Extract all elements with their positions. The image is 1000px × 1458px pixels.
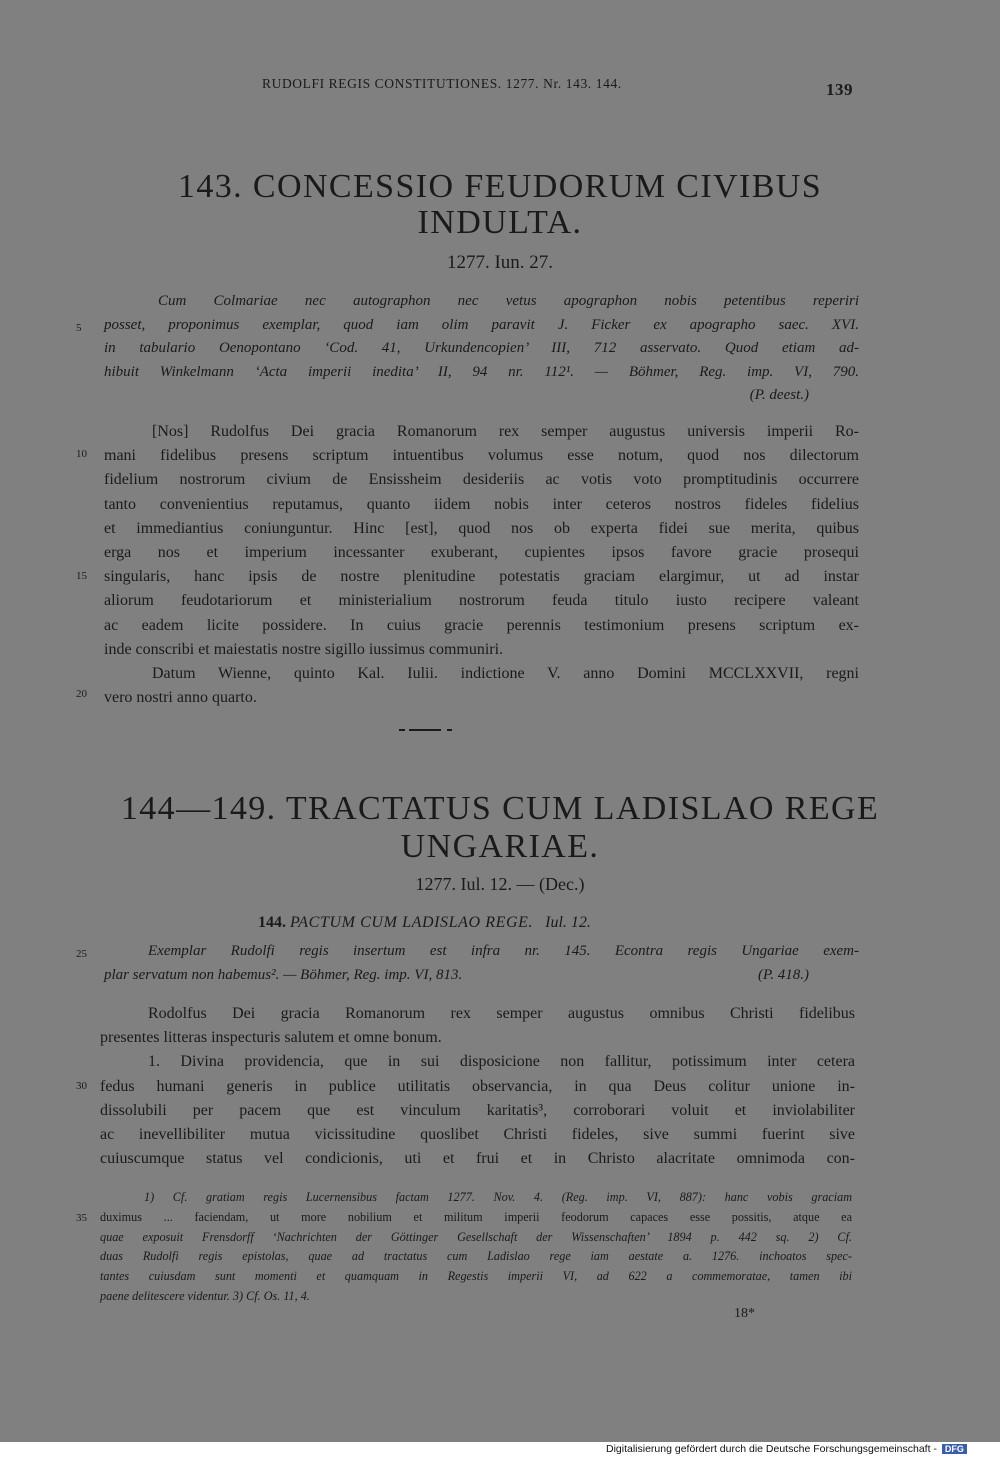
doc143-title-line1: 143. CONCESSIO FEUDORUM CIVIBUS bbox=[177, 168, 823, 205]
text-line: [Nos] Rudolfus Dei gracia Romanorum rex semper augustus universis imperii Ro- bbox=[152, 423, 859, 440]
text-line: tanto convenientius reputamus, quanto iidem nobis inter ceteros nostros fideles fidelius bbox=[104, 495, 859, 513]
text-line: mani fidelibus presens scriptum intuentibus volumus esse notum, quod nos dilectorum bbox=[104, 447, 859, 465]
doc143-title-line2: INDULTA. bbox=[417, 204, 583, 241]
doc143-intro bbox=[104, 290, 859, 408]
running-title: RUDOLFI REGIS CONSTITUTIONES. 1277. Nr. 143. 144. bbox=[262, 76, 622, 91]
text-line: ac eadem licite possidere. In cuius gracie perennis testimonium presens scriptum ex- bbox=[104, 616, 859, 634]
intro-line: hibuit Winkelmann ‘Acta imperii inedita’ II, 94 nr. 112¹. — Böhmer, Reg. imp. VI, 790. bbox=[104, 363, 859, 380]
footnotes bbox=[100, 1188, 852, 1307]
intro-line: Exemplar Rudolfi regis insertum est infra nr. 145. Econtra regis Ungariae exem- bbox=[148, 943, 859, 959]
intro-line: in tabulario Oenopontano ‘Cod. 41, Urkundencopien’ III, 712 asservato. Quod etiam ad- bbox=[104, 340, 859, 356]
footnote-line: duximus ... faciendam, ut more nobilium et militum imperii feodorum capaces esse possitis, atque ea bbox=[100, 1209, 852, 1224]
text-line: vero nostri anno quarto. bbox=[104, 689, 257, 707]
credit-text: Digitalisierung gefördert durch die Deutsche Forschungsgemeinschaft - bbox=[606, 1443, 937, 1455]
sub-date: Iul. 12. bbox=[545, 914, 591, 931]
doc144-date: 1277. Iul. 12. — (Dec.) bbox=[415, 874, 585, 894]
doc144-subheading bbox=[258, 914, 591, 932]
dfg-logo: DFG bbox=[942, 1444, 967, 1454]
text-line: ac inevellibiliter mutua vicissitudine quoslibet Christi fideles, sive summi fuerint sive bbox=[100, 1126, 855, 1144]
footnote-line: paene delitescere videntur. 3) Cf. Os. 11, 4. bbox=[100, 1288, 310, 1303]
footnote-line: tantes cuiusdam sunt momenti et quamquam in Regestis imperii VI, ad 622 a commemoratae, tamen ibi bbox=[100, 1269, 852, 1284]
text-line: Rodolfus Dei gracia Romanorum rex semper augustus omnibus Christi fidelibus bbox=[148, 1005, 855, 1022]
intro-line bbox=[104, 964, 859, 988]
section-separator bbox=[399, 724, 459, 734]
doc144-text bbox=[100, 1002, 855, 1171]
text-line: inde conscribi et maiestatis nostre sigillo iussimus communiri. bbox=[104, 640, 504, 658]
text-line: fidelium nostrorum civium de Ensissheim desideriis ac votis voto promptitudinis occurrere bbox=[104, 471, 859, 489]
source-siglum: (P. 418.) bbox=[758, 966, 809, 983]
intro-line-text: plar servatum non habemus². — Böhmer, Reg. imp. VI, 813. bbox=[104, 966, 463, 983]
sub-title: PACTUM CUM LADISLAO REGE. bbox=[290, 914, 534, 931]
text-line: erga nos et imperium incessanter exuberant, cupientes ipsos favore gracie prosequi bbox=[104, 544, 859, 562]
text-line: 1. Divina providencia, que in sui disposicione non fallitur, potissimum inter cetera bbox=[148, 1053, 855, 1071]
footnote-line: 1) Cf. gratiam regis Lucernensibus factam 1277. Nov. 4. (Reg. imp. VI, 887): hanc vobis graciam bbox=[144, 1190, 852, 1204]
line-number: 35 bbox=[76, 1212, 87, 1224]
intro-line: posset, proponimus exemplar, quod iam olim paravit J. Ficker ex apographo saec. XVI. bbox=[104, 316, 859, 333]
signature-mark: 18* bbox=[734, 1306, 755, 1321]
text-line: dissolubili per pacem que est vinculum karitatis³, corroborari voluit et inviolabiliter bbox=[100, 1101, 855, 1119]
line-number: 20 bbox=[76, 688, 87, 700]
text-line: presentes litteras inspecturis salutem et omne bonum. bbox=[100, 1029, 442, 1047]
line-number: 30 bbox=[76, 1080, 87, 1092]
text-line: aliorum feudotariorum et ministerialium nostrorum feuda titulo iusto recipere valeant bbox=[104, 592, 859, 610]
doc144-title-line1: 144—149. TRACTATUS CUM LADISLAO REGE bbox=[120, 790, 880, 827]
line-number: 15 bbox=[76, 570, 87, 582]
doc143-text bbox=[104, 420, 859, 710]
text-line: fedus humani generis in publice utilitatis observancia, in qua Deus colitur unione in- bbox=[100, 1077, 855, 1095]
doc144-title-line2: UNGARIAE. bbox=[400, 828, 600, 865]
footnote-line: duas Rudolfi regis epistolas, quae ad tractatus cum Ladislao rege iam aestate a. 1276. inchoatos spec- bbox=[100, 1249, 852, 1264]
text-line: Datum Wienne, quinto Kal. Iulii. indictione V. anno Domini MCCLXXVII, regni bbox=[152, 665, 859, 683]
line-number: 5 bbox=[76, 322, 82, 334]
doc144-intro bbox=[104, 940, 859, 987]
line-number: 25 bbox=[76, 948, 87, 960]
page-number: 139 bbox=[826, 80, 853, 99]
line-number: 10 bbox=[76, 448, 87, 460]
source-siglum: (P. deest.) bbox=[749, 387, 809, 403]
text-line: singularis, hanc ipsis de nostre plenitudine potestatis graciam elargimur, ut ad instar bbox=[104, 568, 859, 586]
text-line: et immediantius coniunguntur. Hinc [est], quod nos ob experta fidei sue merita, quibus bbox=[104, 519, 859, 537]
intro-line: Cum Colmariae nec autographon nec vetus apographon nobis petentibus reperiri bbox=[158, 293, 859, 309]
digitization-credit bbox=[606, 1443, 967, 1455]
doc143-date: 1277. Iun. 27. bbox=[446, 252, 554, 273]
sub-number: 144. bbox=[258, 914, 286, 931]
footnote-line: quae exposuit Frensdorff ‘Nachrichten der Göttinger Gesellschaft der Wissenschaften’ 1894 p. 442 sq. 2) Cf. bbox=[100, 1229, 852, 1244]
text-line: cuiuscumque status vel condicionis, uti et frui et in Christo alacritate omnimoda con- bbox=[100, 1150, 855, 1168]
